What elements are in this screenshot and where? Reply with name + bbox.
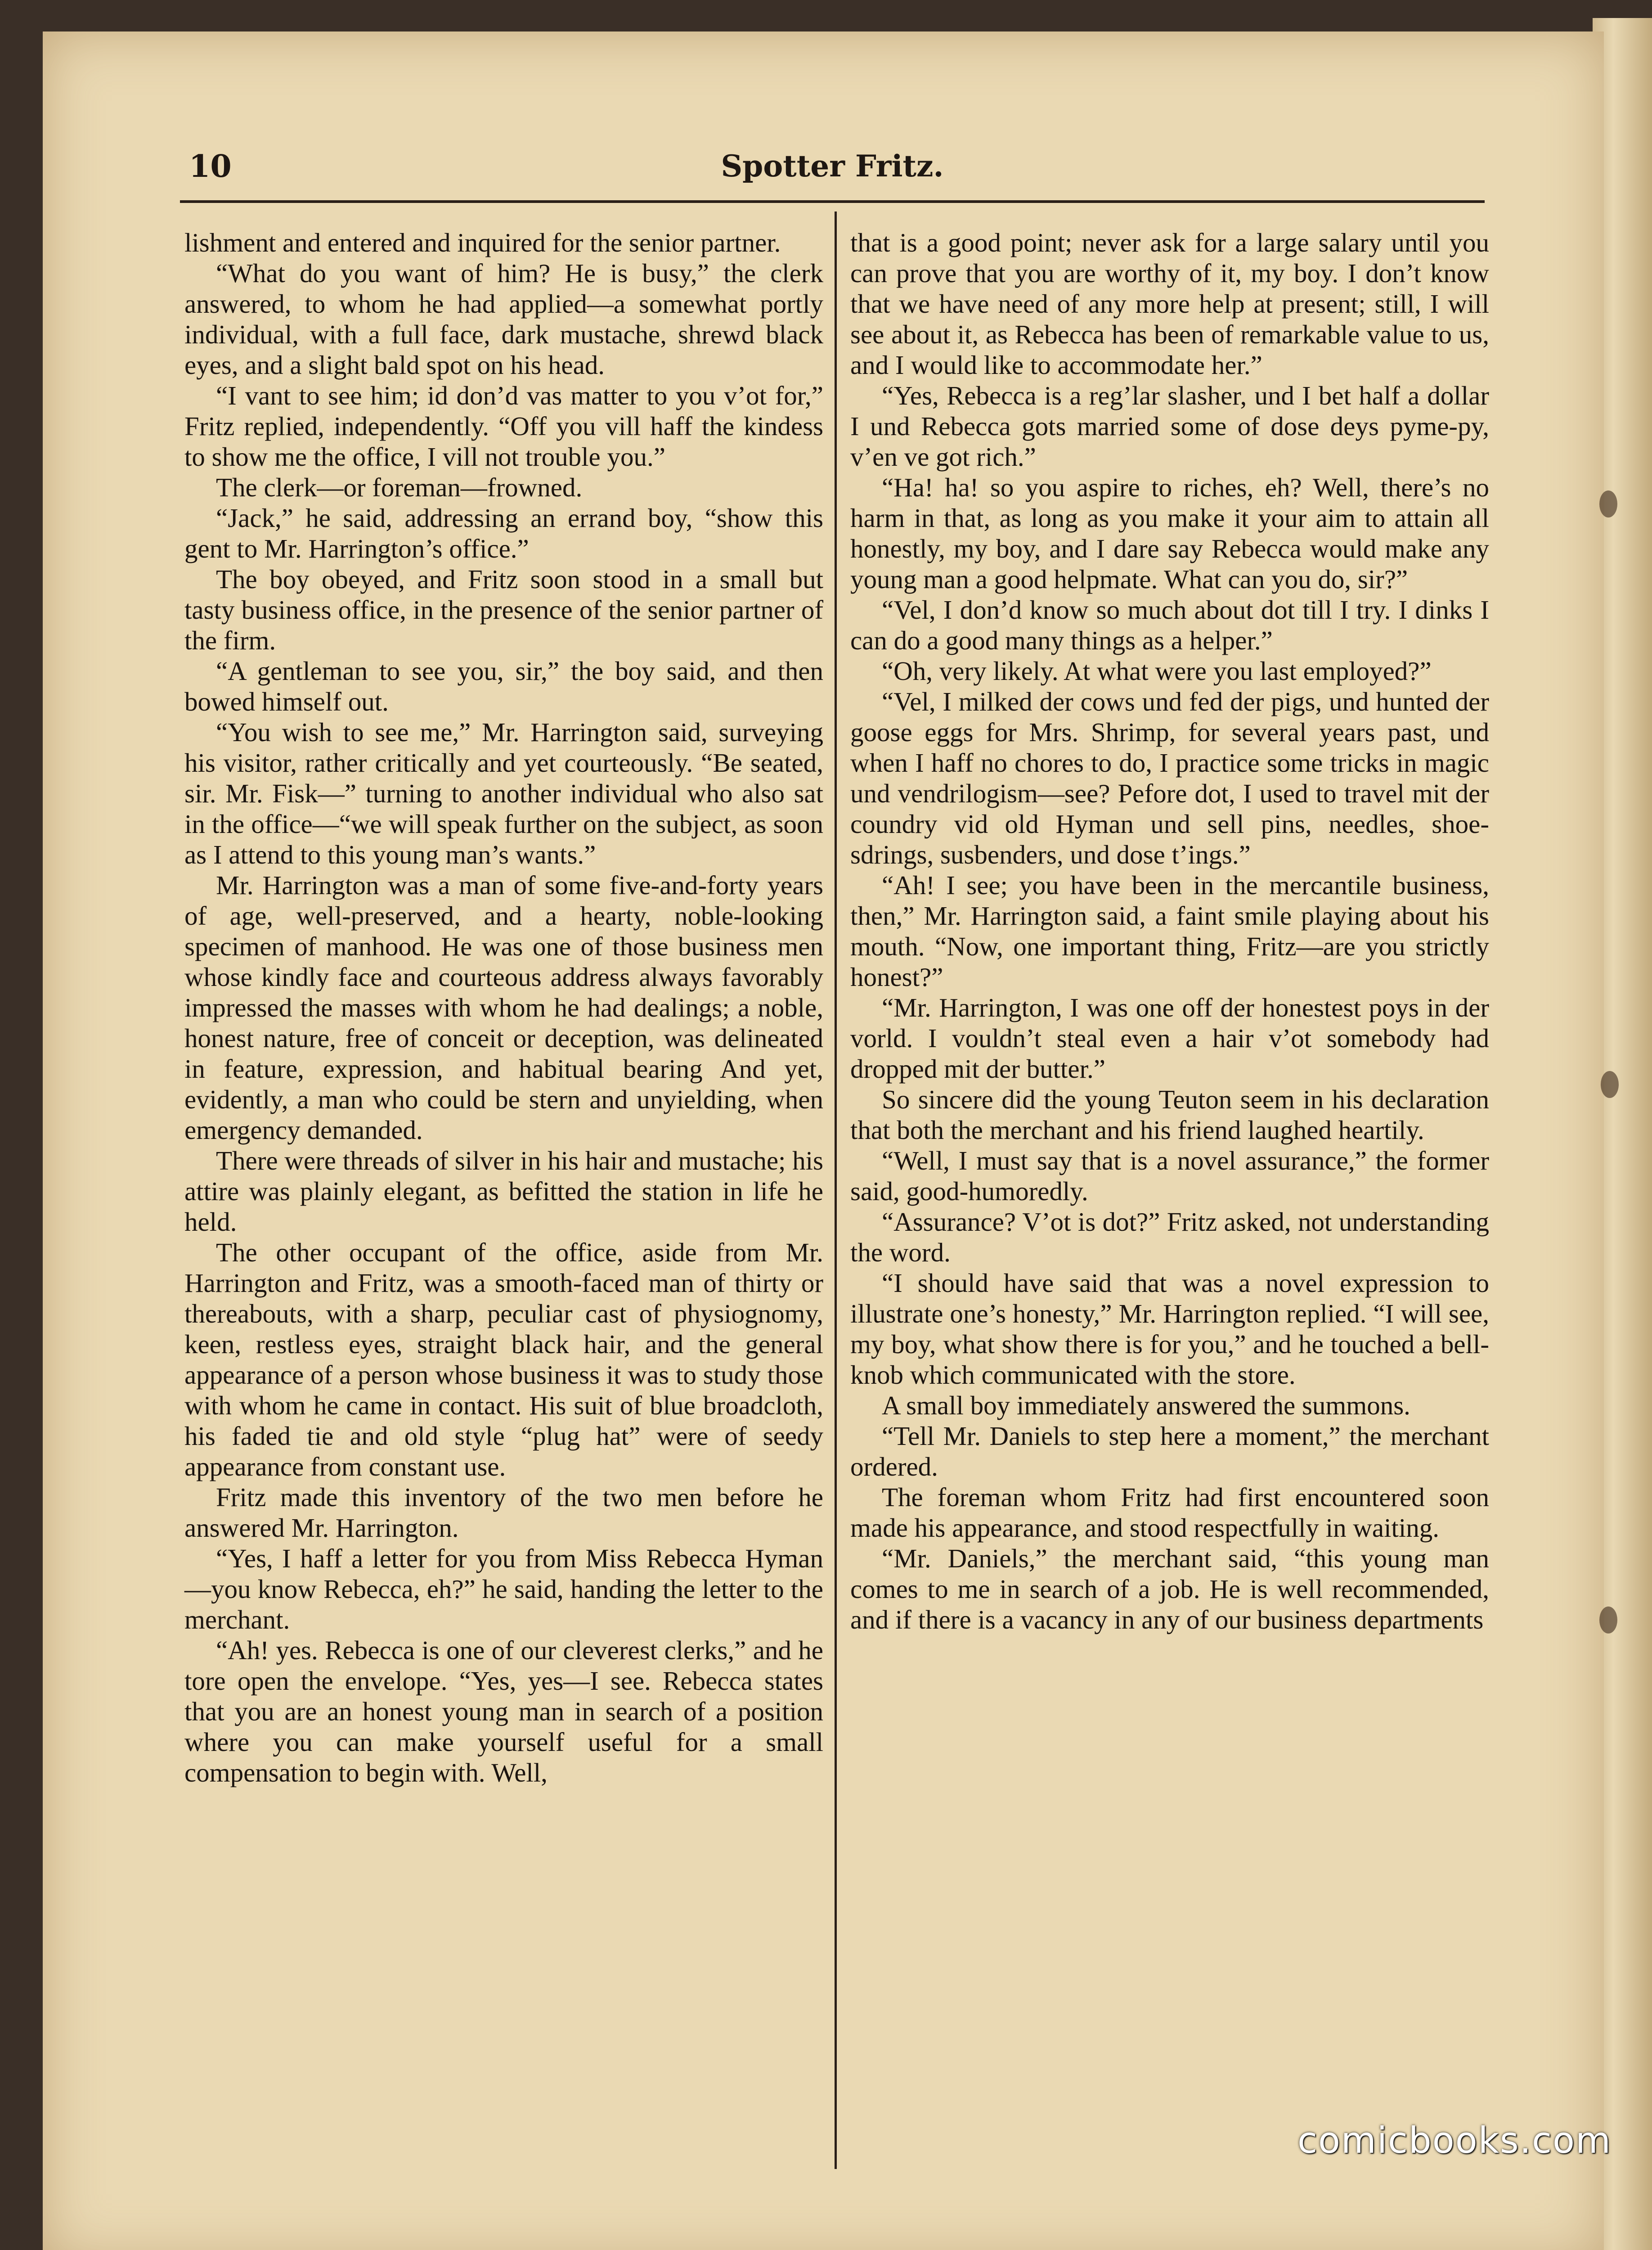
paragraph: “I should have said that was a novel expression to illustrate one’s honesty,” Mr. Harrington replied. “I will see, my boy, what show there is for you,” and he touched a bell-knob which communicated with the store. [850, 1268, 1489, 1390]
binding-mark [1599, 490, 1617, 518]
paragraph: “Mr. Daniels,” the merchant said, “this young man comes to me in search of a job. He is well recommended, and if there is a vacancy in any of our business departments [850, 1544, 1489, 1634]
column-divider [835, 212, 837, 2169]
paragraph: “Yes, I haff a letter for you from Miss Rebecca Hyman—you know Rebecca, eh?” he said, handing the letter to the merchant. [184, 1544, 823, 1634]
paragraph: Mr. Harrington was a man of some five-and-forty years of age, well-preserved, and a hearty, noble-looking specimen of manhood. He was one of those business men whose kindly face and courteous address always favorably impressed the masses with whom he had dealings; a noble, honest nature, free of conceit or deception, was delineated in feature, expression, and habitual bearing And yet, evidently, a man who could be stern and unyielding, when emergency demanded. [184, 870, 823, 1145]
paragraph: “Jack,” he said, addressing an errand boy, “show this gent to Mr. Harrington’s office.” [184, 503, 823, 563]
paragraph: “Yes, Rebecca is a reg’lar slasher, und I bet half a dollar I und Rebecca gots married some of dose deys pyme-py, v’en ve got rich.” [850, 381, 1489, 472]
paragraph: “Mr. Harrington, I was one off der honestest poys in der vorld. I vouldn’t steal even a hair v’ot somebody had dropped mit der butter.” [850, 993, 1489, 1084]
paragraph: “Ah! yes. Rebecca is one of our cleverest clerks,” and he tore open the envelope. “Yes, yes—I see. Rebecca states that you are an honest young man in search of a position where you can make yourself useful for a small compensation to begin with. Well, [184, 1635, 823, 1787]
paragraph: “You wish to see me,” Mr. Harrington said, surveying his visitor, rather critically and yet courteously. “Be seated, sir. Mr. Fisk—” turning to another individual who also sat in the office—“we will speak further on the subject, as soon as I attend to this young man’s wants.” [184, 717, 823, 869]
paragraph: that is a good point; never ask for a large salary until you can prove that you are worthy of it, my boy. I don’t know that we have need of any more help at present; still, I will see about it, as Rebecca has been of remarkable value to us, and I would like to accommodate her.” [850, 228, 1489, 380]
paragraph: “Well, I must say that is a novel assurance,” the former said, good-humoredly. [850, 1146, 1489, 1206]
paragraph: lishment and entered and inquired for the senior partner. [184, 228, 781, 257]
left-text-column [184, 227, 823, 1788]
paragraph: “A gentleman to see you, sir,” the boy said, and then bowed himself out. [184, 656, 823, 716]
paragraph: The boy obeyed, and Fritz soon stood in a small but tasty business office, in the presence of the senior partner of the firm. [184, 564, 823, 655]
page-header [189, 148, 1476, 198]
paragraph: The other occupant of the office, aside from Mr. Harrington and Fritz, was a smooth-faced man of thirty or thereabouts, with a sharp, peculiar cast of physiognomy, keen, restless eyes, straight black hair, and the general appearance of a person whose business it was to study those with whom he came in contact. His suit of blue broadcloth, his faded tie and old style “plug hat” were of seedy appearance from constant use. [184, 1238, 823, 1481]
paragraph: “What do you want of him? He is busy,” the clerk answered, to whom he had applied—a somewhat portly individual, with a full face, dark mustache, shrewd black eyes, and a slight bald spot on his head. [184, 258, 823, 380]
watermark-logo: comicbooks.com [1297, 2120, 1612, 2161]
paragraph: Fritz made this inventory of the two men before he answered Mr. Harrington. [184, 1482, 823, 1543]
paragraph: The foreman whom Fritz had first encountered soon made his appearance, and stood respectfully in waiting. [850, 1482, 1489, 1543]
paragraph: “Vel, I don’d know so much about dot till I try. I dinks I can do a good many things as a helper.” [850, 595, 1489, 655]
paragraph: “Ha! ha! so you aspire to riches, eh? Well, there’s no harm in that, as long as you make it your aim to attain all honestly, my boy, and I dare say Rebecca would make any young man a good helpmate. What can you do, sir?” [850, 472, 1489, 594]
paragraph: A small boy immediately answered the summons. [882, 1390, 1410, 1420]
paragraph: “Vel, I milked der cows und fed der pigs, und hunted der goose eggs for Mrs. Shrimp, for several years past, und when I haff no chores to do, I practice some tricks in magic und vendrilogism—see? Pefore dot, I used to travel mit der coundry vid old Hyman und sell pins, needles, shoe-sdrings, susbenders, und dose t’ings.” [850, 687, 1489, 869]
binding-mark [1601, 1071, 1619, 1098]
page-number: 10 [189, 148, 232, 184]
paragraph: “Tell Mr. Daniels to step here a moment,” the merchant ordered. [850, 1421, 1489, 1481]
paragraph: “Assurance? V’ot is dot?” Fritz asked, not understanding the word. [850, 1207, 1489, 1267]
right-text-column [850, 227, 1489, 1635]
header-rule [180, 200, 1485, 203]
paragraph: “I vant to see him; id don’d vas matter to you v’ot for,” Fritz replied, independently. “Off you vill haff the kindess to show me the office, I vill not trouble you.” [184, 381, 823, 472]
binding-mark [1599, 1606, 1617, 1634]
paragraph: “Oh, very likely. At what were you last employed?” [882, 656, 1432, 686]
paragraph: There were threads of silver in his hair and mustache; his attire was plainly elegant, as befitted the station in life he held. [184, 1146, 823, 1237]
paragraph: “Ah! I see; you have been in the mercantile business, then,” Mr. Harrington said, a faint smile playing about his mouth. “Now, one important thing, Fritz—are you strictly honest?” [850, 870, 1489, 992]
paragraph: So sincere did the young Teuton seem in his declaration that both the merchant and his friend laughed heartily. [850, 1084, 1489, 1145]
paragraph: The clerk—or foreman—frowned. [216, 472, 583, 502]
running-title: Spotter Fritz. [721, 148, 944, 184]
